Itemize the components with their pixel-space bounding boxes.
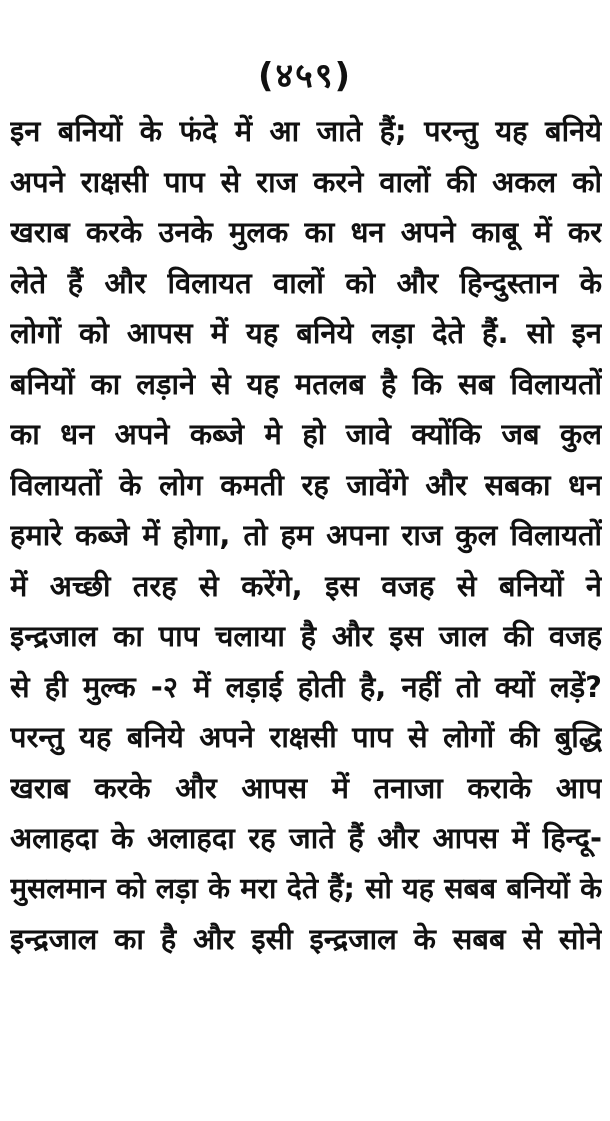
text-line: अपने राक्षसी पाप से राज करने वालों की अकल को	[10, 164, 602, 199]
text-line: हमारे कब्जे में होगा, तो हम अपना राज कुल विलायतों	[10, 518, 602, 552]
page-number: (४५९)	[257, 56, 353, 96]
body-text	[10, 106, 602, 965]
text-line: इन्द्रजाल का है और इसी इन्द्रजाल के सबब से सोने	[10, 922, 602, 956]
text-line: परन्तु यह बनिये अपने राक्षसी पाप से लोगों की बुद्धि	[10, 720, 602, 754]
text-line: खराब करके उनके मुलक का धन अपने काबू में कर	[10, 215, 602, 249]
text-line: खराब करके और आपस में तनाजा कराके आप	[10, 770, 602, 805]
text-line: विलायतों के लोग कमती रह जावेंगे और सबका धन	[10, 467, 602, 502]
text-line: बनियों का लड़ाने से यह मतलब है कि सब विलायतों	[10, 366, 602, 401]
text-line: इन बनियों के फंदे में आ जाते हैं; परन्तु यह बनिये	[10, 114, 602, 148]
text-line: मुसलमान को लड़ा के मरा देते हैं; सो यह सबब बनियों के	[10, 871, 602, 905]
text-line: लेते हैं और विलायत वालों को और हिन्दुस्तान के	[10, 265, 602, 300]
text-line: का धन अपने कब्जे मे हो जावे क्योंकि जब कुल	[10, 417, 602, 451]
text-line: अलाहदा के अलाहदा रह जाते हैं और आपस में हिन्दू-	[10, 821, 602, 855]
text-line: इन्द्रजाल का पाप चलाया है और इस जाल की वजह	[10, 619, 602, 653]
text-line: लोगों को आपस में यह बनिये लड़ा देते हैं. सो इन	[10, 316, 602, 350]
text-line: में अच्छी तरह से करेंगे, इस वजह से बनियों ने	[10, 568, 602, 603]
text-line: से ही मुल्क -२ में लड़ाई होती है, नहीं तो क्यों लड़ें?	[10, 669, 602, 704]
